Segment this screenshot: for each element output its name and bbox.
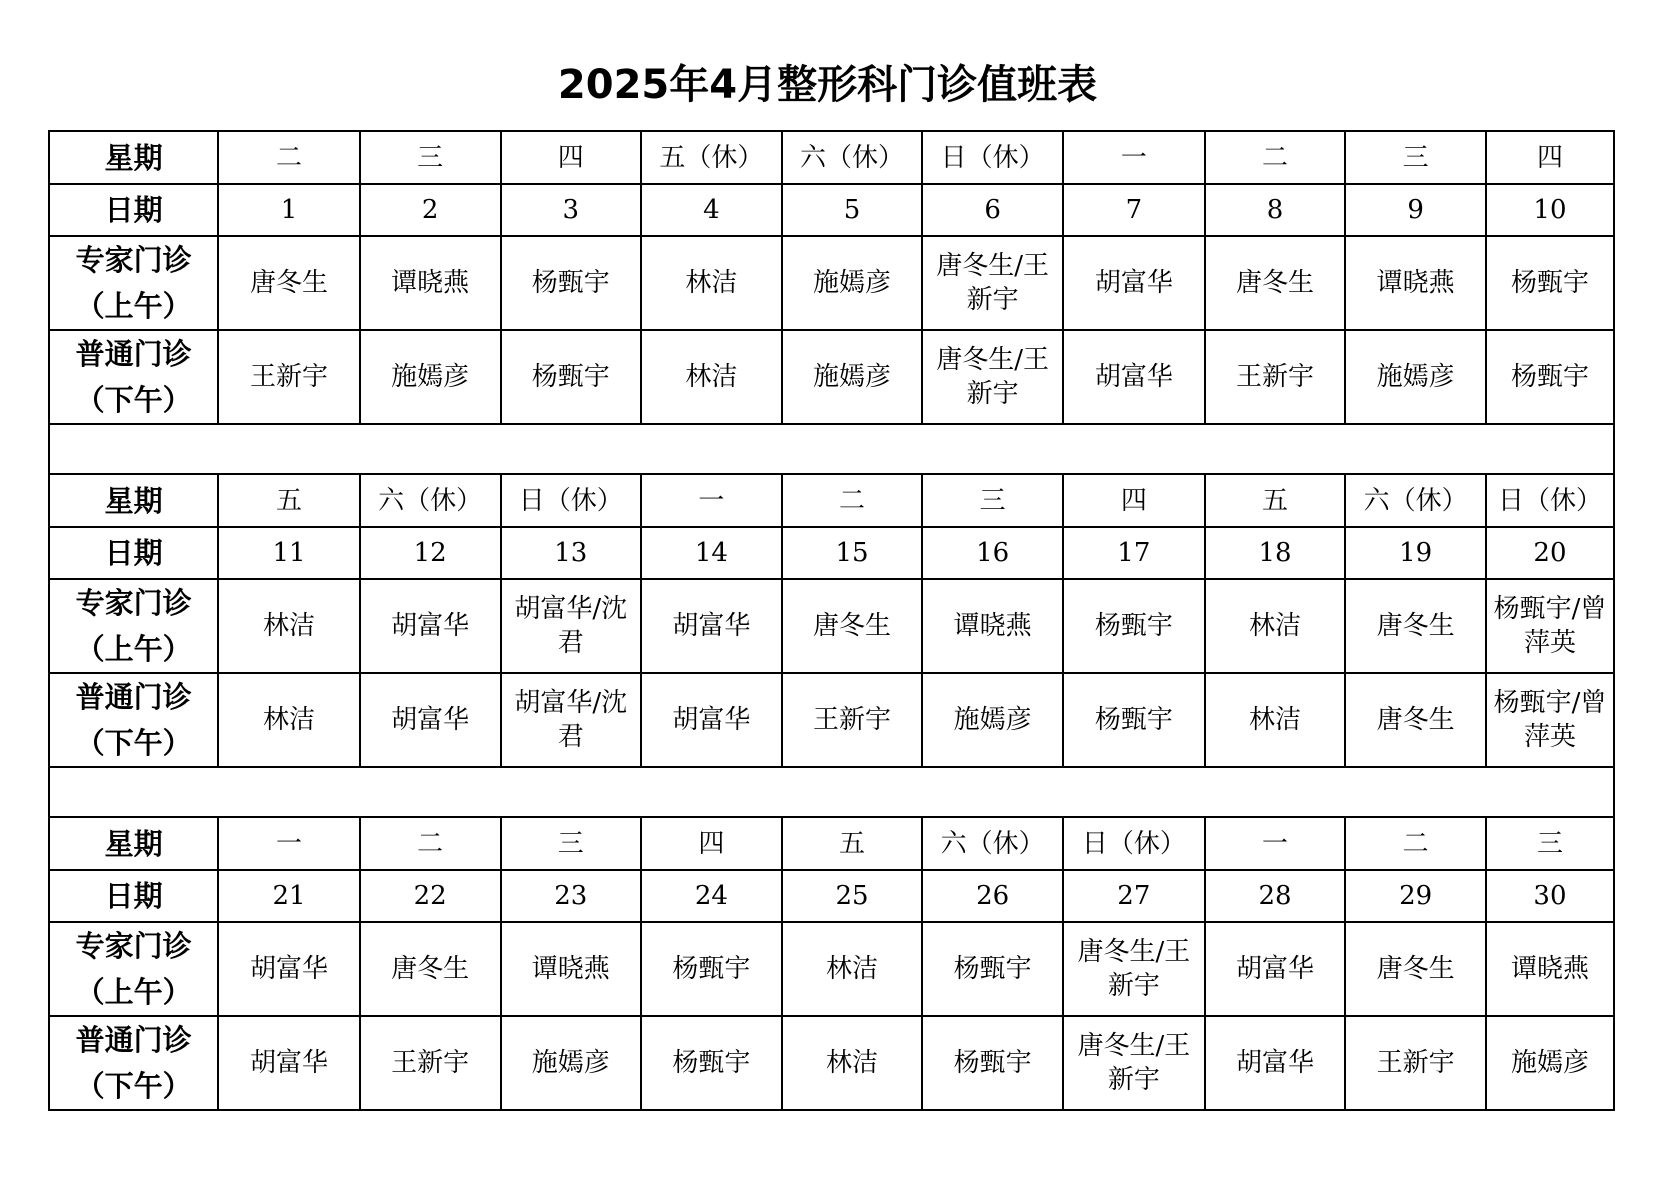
general-doctor-cell: 胡富华 xyxy=(1063,330,1205,424)
weekday-row xyxy=(49,817,1614,870)
weekday-cell: 一 xyxy=(1205,817,1346,870)
duty-schedule-table xyxy=(48,130,1615,1111)
general-doctor-cell: 杨甄宇/曾萍英 xyxy=(1486,673,1614,767)
general-doctor-cell: 杨甄宇 xyxy=(922,1016,1063,1110)
date-cell: 10 xyxy=(1486,184,1614,236)
date-cell: 27 xyxy=(1063,870,1205,922)
weekday-row xyxy=(49,131,1614,184)
general-doctor-cell: 王新宇 xyxy=(1205,330,1346,424)
weekday-cell: 二 xyxy=(218,131,360,184)
weekday-label-text: 星期 xyxy=(104,826,163,861)
general-doctor-cell: 唐冬生/王新宇 xyxy=(922,330,1063,424)
date-cell: 12 xyxy=(360,527,501,579)
expert-doctor-cell: 杨甄宇 xyxy=(922,922,1063,1016)
weekday-cell: 三 xyxy=(1486,817,1614,870)
expert-doctor-cell: 谭晓燕 xyxy=(1486,922,1614,1016)
weekday-cell: 一 xyxy=(1063,131,1205,184)
general-doctor-cell: 胡富华/沈君 xyxy=(501,673,642,767)
expert-doctor-cell: 胡富华 xyxy=(641,579,782,673)
weekday-cell: 六（休） xyxy=(922,817,1063,870)
weekday-cell: 二 xyxy=(360,817,501,870)
weekday-label-text: 星期 xyxy=(104,483,163,518)
date-cell: 9 xyxy=(1345,184,1486,236)
date-cell: 2 xyxy=(360,184,501,236)
weekday-cell: 五（休） xyxy=(641,131,782,184)
general-doctor-cell: 林洁 xyxy=(218,673,360,767)
general-clinic-row xyxy=(49,1016,1614,1110)
general-doctor-cell: 施嫣彦 xyxy=(782,330,923,424)
expert-clinic-label xyxy=(49,922,218,1016)
date-cell: 21 xyxy=(218,870,360,922)
date-cell: 29 xyxy=(1345,870,1486,922)
weekday-cell: 二 xyxy=(1345,817,1486,870)
expert-clinic-row xyxy=(49,922,1614,1016)
weekday-cell: 六（休） xyxy=(782,131,923,184)
weekday-cell: 日（休） xyxy=(1486,474,1614,527)
general-clinic-label xyxy=(49,1016,218,1110)
weekday-cell: 日（休） xyxy=(501,474,642,527)
weekday-label-text: 星期 xyxy=(104,140,163,175)
expert-doctor-cell: 谭晓燕 xyxy=(922,579,1063,673)
general-clinic-label-text: （下午） xyxy=(75,726,192,760)
date-cell: 14 xyxy=(641,527,782,579)
general-doctor-cell: 王新宇 xyxy=(1345,1016,1486,1110)
general-doctor-cell: 胡富华 xyxy=(1205,1016,1346,1110)
date-cell: 17 xyxy=(1063,527,1205,579)
general-doctor-cell: 施嫣彦 xyxy=(922,673,1063,767)
expert-doctor-cell: 杨甄宇 xyxy=(501,236,642,330)
expert-doctor-cell: 唐冬生 xyxy=(782,579,923,673)
date-cell: 23 xyxy=(501,870,642,922)
general-doctor-cell: 施嫣彦 xyxy=(501,1016,642,1110)
date-row xyxy=(49,527,1614,579)
page-title: 2025年4月整形科门诊值班表 xyxy=(557,62,1098,108)
date-cell: 7 xyxy=(1063,184,1205,236)
expert-doctor-cell: 胡富华 xyxy=(218,922,360,1016)
expert-doctor-cell: 胡富华 xyxy=(1205,922,1346,1016)
expert-doctor-cell: 唐冬生 xyxy=(360,922,501,1016)
general-doctor-cell: 施嫣彦 xyxy=(1486,1016,1614,1110)
weekday-cell: 六（休） xyxy=(1345,474,1486,527)
general-doctor-cell: 杨甄宇 xyxy=(1486,330,1614,424)
weekday-cell: 四 xyxy=(1486,131,1614,184)
weekday-cell: 四 xyxy=(501,131,642,184)
date-row xyxy=(49,184,1614,236)
expert-doctor-cell: 杨甄宇 xyxy=(1063,579,1205,673)
weekday-row xyxy=(49,474,1614,527)
general-doctor-cell: 施嫣彦 xyxy=(1345,330,1486,424)
general-doctor-cell: 唐冬生 xyxy=(1345,673,1486,767)
expert-clinic-label-text: （上午） xyxy=(75,975,192,1009)
expert-doctor-cell: 施嫣彦 xyxy=(782,236,923,330)
date-cell: 4 xyxy=(641,184,782,236)
weekday-cell: 三 xyxy=(360,131,501,184)
expert-clinic-row xyxy=(49,236,1614,330)
date-cell: 16 xyxy=(922,527,1063,579)
weekday-cell: 五 xyxy=(782,817,923,870)
date-cell: 3 xyxy=(501,184,642,236)
week-separator xyxy=(49,767,1614,817)
date-cell: 24 xyxy=(641,870,782,922)
date-cell: 13 xyxy=(501,527,642,579)
weekday-cell: 二 xyxy=(782,474,923,527)
expert-doctor-cell: 谭晓燕 xyxy=(1345,236,1486,330)
date-cell: 19 xyxy=(1345,527,1486,579)
date-row xyxy=(49,870,1614,922)
date-label xyxy=(49,870,218,922)
general-clinic-label-text: 普通门诊 xyxy=(75,1023,192,1057)
expert-clinic-label-text: 专家门诊 xyxy=(75,243,192,277)
expert-clinic-label-text: （上午） xyxy=(75,632,192,666)
date-label-text: 日期 xyxy=(104,536,163,570)
general-doctor-cell: 胡富华 xyxy=(641,673,782,767)
date-cell: 6 xyxy=(922,184,1063,236)
expert-clinic-label xyxy=(49,236,218,330)
expert-clinic-label-text: 专家门诊 xyxy=(75,929,192,963)
general-doctor-cell: 杨甄宇 xyxy=(1063,673,1205,767)
date-label-text: 日期 xyxy=(104,879,163,913)
week-separator xyxy=(49,424,1614,474)
date-cell: 30 xyxy=(1486,870,1614,922)
general-clinic-label-text: 普通门诊 xyxy=(75,337,192,371)
general-clinic-label-text: （下午） xyxy=(75,1069,192,1103)
date-cell: 8 xyxy=(1205,184,1346,236)
general-doctor-cell: 王新宇 xyxy=(218,330,360,424)
weekday-cell: 三 xyxy=(501,817,642,870)
weekday-label xyxy=(49,817,218,870)
date-cell: 20 xyxy=(1486,527,1614,579)
weekday-cell: 三 xyxy=(1345,131,1486,184)
weekday-label xyxy=(49,474,218,527)
general-doctor-cell: 胡富华 xyxy=(360,673,501,767)
expert-doctor-cell: 林洁 xyxy=(218,579,360,673)
weekday-cell: 四 xyxy=(641,817,782,870)
weekday-label xyxy=(49,131,218,184)
general-doctor-cell: 胡富华 xyxy=(218,1016,360,1110)
general-doctor-cell: 施嫣彦 xyxy=(360,330,501,424)
expert-doctor-cell: 杨甄宇/曾萍英 xyxy=(1486,579,1614,673)
general-doctor-cell: 林洁 xyxy=(782,1016,923,1110)
weekday-cell: 四 xyxy=(1063,474,1205,527)
expert-doctor-cell: 胡富华 xyxy=(360,579,501,673)
general-clinic-label-text: 普通门诊 xyxy=(75,680,192,714)
date-cell: 15 xyxy=(782,527,923,579)
weekday-cell: 三 xyxy=(922,474,1063,527)
date-cell: 5 xyxy=(782,184,923,236)
weekday-cell: 五 xyxy=(1205,474,1346,527)
week-separator-row xyxy=(49,424,1614,474)
expert-doctor-cell: 唐冬生 xyxy=(1205,236,1346,330)
expert-doctor-cell: 唐冬生/王新宇 xyxy=(1063,922,1205,1016)
general-doctor-cell: 林洁 xyxy=(641,330,782,424)
expert-doctor-cell: 唐冬生 xyxy=(1345,579,1486,673)
date-cell: 1 xyxy=(218,184,360,236)
expert-doctor-cell: 林洁 xyxy=(782,922,923,1016)
expert-doctor-cell: 杨甄宇 xyxy=(641,922,782,1016)
expert-clinic-row xyxy=(49,579,1614,673)
weekday-cell: 一 xyxy=(218,817,360,870)
general-doctor-cell: 杨甄宇 xyxy=(501,330,642,424)
expert-doctor-cell: 唐冬生 xyxy=(218,236,360,330)
date-cell: 25 xyxy=(782,870,923,922)
date-cell: 22 xyxy=(360,870,501,922)
expert-clinic-label-text: 专家门诊 xyxy=(75,586,192,620)
general-clinic-label xyxy=(49,673,218,767)
expert-clinic-label-text: （上午） xyxy=(75,289,192,323)
expert-doctor-cell: 谭晓燕 xyxy=(501,922,642,1016)
expert-doctor-cell: 林洁 xyxy=(641,236,782,330)
general-doctor-cell: 唐冬生/王新宇 xyxy=(1063,1016,1205,1110)
general-doctor-cell: 王新宇 xyxy=(782,673,923,767)
expert-doctor-cell: 谭晓燕 xyxy=(360,236,501,330)
expert-doctor-cell: 胡富华/沈君 xyxy=(501,579,642,673)
date-cell: 11 xyxy=(218,527,360,579)
general-clinic-row xyxy=(49,673,1614,767)
general-clinic-label xyxy=(49,330,218,424)
date-label-text: 日期 xyxy=(104,193,163,227)
expert-doctor-cell: 唐冬生 xyxy=(1345,922,1486,1016)
expert-doctor-cell: 唐冬生/王新宇 xyxy=(922,236,1063,330)
expert-clinic-label xyxy=(49,579,218,673)
date-cell: 28 xyxy=(1205,870,1346,922)
week-separator-row xyxy=(49,767,1614,817)
weekday-cell: 日（休） xyxy=(922,131,1063,184)
weekday-cell: 一 xyxy=(641,474,782,527)
date-label xyxy=(49,184,218,236)
general-doctor-cell: 王新宇 xyxy=(360,1016,501,1110)
date-cell: 26 xyxy=(922,870,1063,922)
weekday-cell: 日（休） xyxy=(1063,817,1205,870)
date-cell: 18 xyxy=(1205,527,1346,579)
weekday-cell: 二 xyxy=(1205,131,1346,184)
general-doctor-cell: 林洁 xyxy=(1205,673,1346,767)
expert-doctor-cell: 杨甄宇 xyxy=(1486,236,1614,330)
expert-doctor-cell: 胡富华 xyxy=(1063,236,1205,330)
weekday-cell: 六（休） xyxy=(360,474,501,527)
date-label xyxy=(49,527,218,579)
expert-doctor-cell: 林洁 xyxy=(1205,579,1346,673)
general-clinic-row xyxy=(49,330,1614,424)
weekday-cell: 五 xyxy=(218,474,360,527)
general-clinic-label-text: （下午） xyxy=(75,383,192,417)
general-doctor-cell: 杨甄宇 xyxy=(641,1016,782,1110)
